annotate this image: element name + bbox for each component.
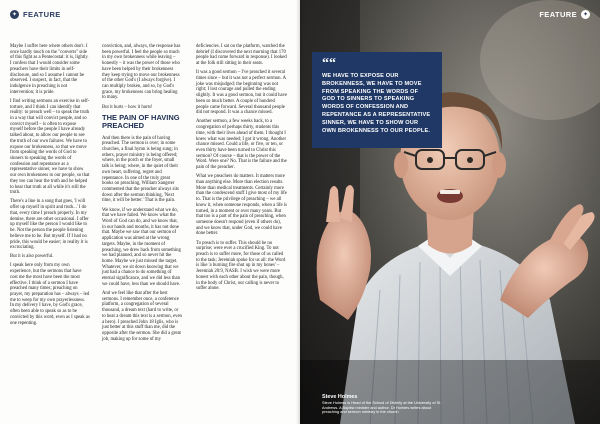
paragraph: To preach is to suffer. This should be no surprise; were ever a crucified King. To not preach is to suffer more, for those of us called to the task; Jeremiah spoke for us all: the Word is like 'a burning fire shut up in my bones' – Jeremiah 20:9, NASB. I wish we were more honest with each other about the pain, though, in the body of Christ, our calling is never to suffer alone. bbox=[196, 240, 286, 292]
text-column-3 bbox=[196, 44, 288, 295]
caption-name: Steve Holmes bbox=[322, 394, 358, 400]
paragraph: conviction, and, always, the response has been powerful. I feel the people so much in my own brokenness while leaving – honestly – it was the power of those who have been helped by their brokenness they keep trying to move our brokenness of the other God's (I always forgive). I can multiply broken, and so, by God's grace, my brokenness can bring healing to many. bbox=[102, 44, 181, 101]
paragraph: There's a line in a song that goes, 'I will offer up myself in spirit and truth...' I do that, every time I preach properly. In my demise, there are other occasional. I offer up myself like the person I would like to be. Not the person the people listening believe me to be. But myself. If I had no pride, this would be easier; in reality it is excruciating. bbox=[10, 199, 89, 251]
paragraph: It was a good sermon – I've preached it several times since – but it was not a perfect sermon. A joke was misjudged; the beginning was not right; I lost courage and pulled the ending slightly. It was a good sermon, but it could have been so much better. A couple of hundred people came forward. Several thousand people did not respond. It was a chance missed. bbox=[196, 70, 288, 116]
caption-description: Steve Holmes is Head of the School of Divinity at the University of St Andrews. A Baptist minister and author. Dr Holmes writes about preaching and sermon ministry in the church bbox=[322, 399, 441, 415]
paragraph: I speak here only from my own experience, but the sermons that have cost me the most have been the most effective. I think of a sermon I have preached many times; preaching on prayer, my preparation has – always – led me to weep for my own prayerlessness. In my delivery I have, by God's grace, often been able to speak so as to be convicted by this word, even as I speak as one repenting. bbox=[10, 263, 90, 326]
paragraph: Maybe I suffer here where others don't. I once hardly touch on the "converts" side of this fight as a Pentecostal: it is, lightly. I confess that I would consider some preachers have their limits in self-disclosure, and so I assume I cannot be observed. I suspect, in fact, that the indulgence in preaching is not intervention; it is pride. bbox=[10, 44, 89, 95]
pull-quote-text: WE HAVE TO EXPOSE OUR BROKENNESS, WE HAVE TO MOVE FROM SPEAKING THE WORDS OF GOD TO SINNERS TO SPEAKING WORDS OF CONFESSION AND REPENTANCE AS A REPRESENTATIVE SINNER, WE HAVE TO SHOW OUR OWN BROKENNESS TO OUR PEOPLE. bbox=[322, 73, 431, 134]
photo-caption bbox=[322, 394, 442, 415]
paragraph: I find writing sermons an exercise in self-torture, and I think I can identify that reality: to preach well – to speak the truth in a way that will convict people, and so convict myself – is often to expose myself before the people I have already talked about, to allow our people to see the truth of our own failures. We have to expose our brokenness, so that we move from speaking the words of God to sinners to speaking the words of confession and repentance as a representative sinner, we have to show our own brokenness to our people, so that they too can hear the truth and be helped to hear that truth at all while it's still the truth. bbox=[10, 98, 90, 196]
paragraph: deficiencies. I sat on the platform, watched the debrief (I discovered the next morning that 170 people had come forward in response). I looked at the folk still sitting in their seats. bbox=[196, 44, 287, 67]
page-gutter bbox=[296, 0, 304, 424]
section-label: FEATURE bbox=[23, 10, 61, 19]
paragraph: What we preachers do matters. It matters more than anything else. More than election results. More than medical treatments. Certainly more than the condescend stuff I give most of my life to. That is the privilege of preaching – we all know it, when someone responds, when a life is turned, in a moment or over many years. But that too is a part of the pain of preaching, when someone doesn't respond (even if others do), and we know that, under God, we could have done better. bbox=[196, 174, 288, 237]
paragraph: And we feel like that after the best sermons. I remember once, a conference platform, a congregation of several thousand, a dream text (hard to write, or to hear a dream this text is a sermon, even a hero). I preached John 18 Iglis, who is just better at this stuff than me, did the opposite after the sermon. She did a great job, making up for some of my bbox=[102, 290, 182, 342]
text-column-1 bbox=[10, 44, 90, 330]
text-column-2 bbox=[102, 44, 182, 346]
right-page-header bbox=[539, 10, 590, 19]
paragraph: We know, if we understand what we do, that we have failed. We know what the Word of God can do, and we know that, in our hands and mouths, it has not done that. Maybe we saw that our sermon of application was aimed at the wrong targets. Maybe, in the moment of preaching, we drew back from something we had planned, and so never hit the home. Maybe we just missed the target. Whatever, we sit down knowing that we just had a chance to do something of eternal significance, and we did less than we could have, less than we should have. bbox=[102, 207, 181, 287]
section-subhead: THE PAIN OF HAVING PREACHED bbox=[102, 112, 180, 131]
paragraph: But it is also powerful. bbox=[10, 254, 54, 260]
section-label: FEATURE bbox=[539, 10, 577, 19]
paragraph: And then there is the pain of having preached. The sermon is over; in some churches, a final hymn is being sung; in others, prayer ministry is being offered; where, in the porch or the foyer, small talk is being; where, in the quiet of their own heart, suffering, regret and repentance. In one of the truly great books on preaching, William Sangster commented that the preacher always sits down after the sermon thinking, 'Next time, it will be better.' That is the pain. bbox=[102, 135, 179, 204]
pull-quote bbox=[312, 52, 442, 148]
paragraph: But it hurts – how it hurts! bbox=[102, 104, 153, 110]
paragraph: Another sermon, a few weeks back, to a congregation of perhaps thirty, students this time, with their lives ahead of them. I thought I knew what was needed; I got it wrong. Another chance missed. Could a life, or five, or ten, or even thirty have been turned to Christ this sermon? Of course – that is the power of the Word. Were one? No. That is the failure and the pain of the preacher. bbox=[196, 119, 287, 171]
quote-marks-icon: ““ bbox=[322, 56, 336, 71]
ornament-icon: ✦ bbox=[582, 11, 589, 18]
left-page-header bbox=[10, 10, 61, 19]
ornament-icon: ✦ bbox=[11, 11, 18, 18]
